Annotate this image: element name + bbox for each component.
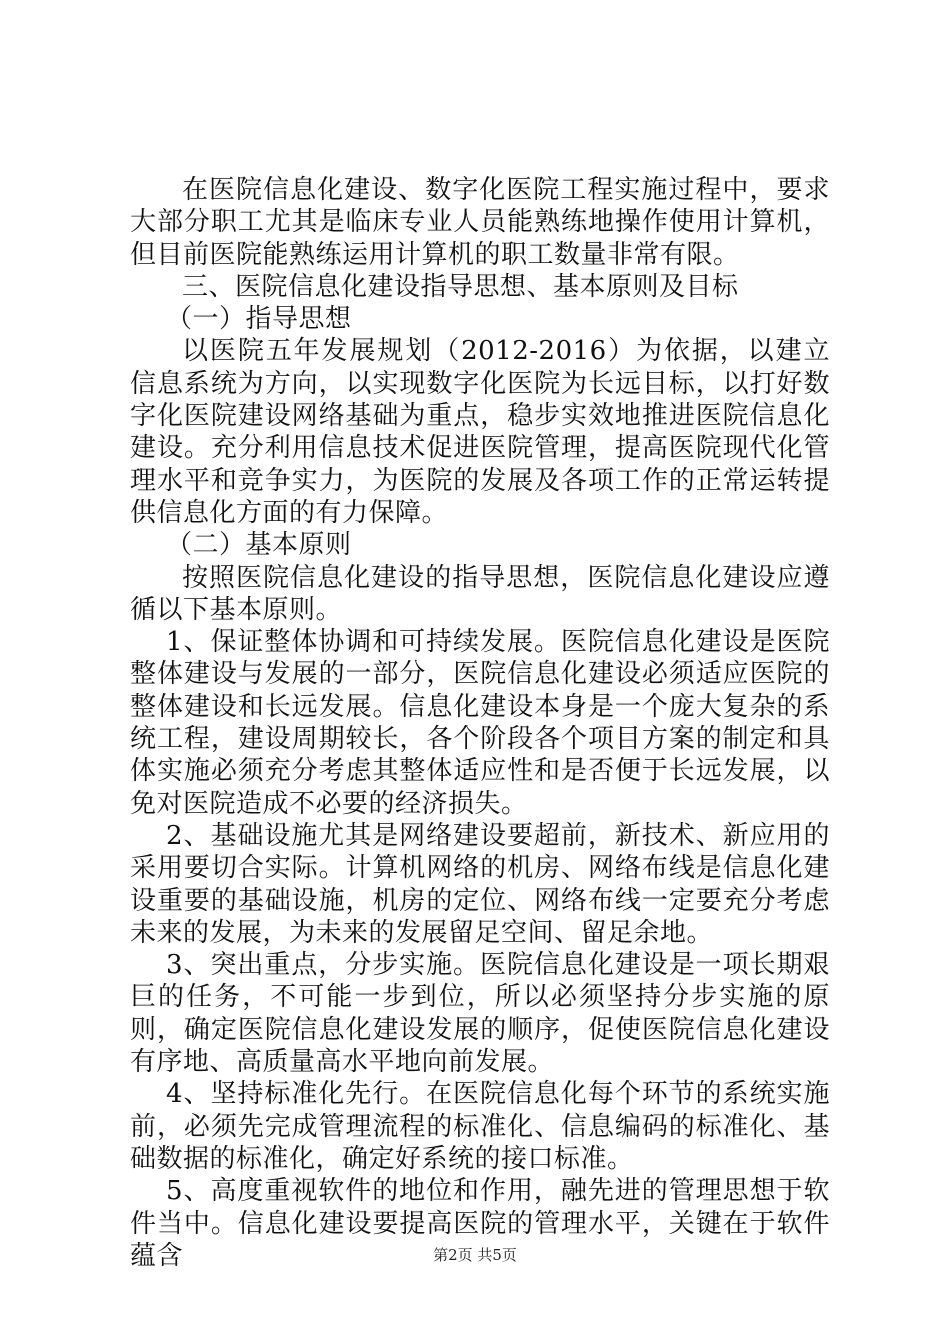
section-heading-guiding-ideology: 三、医院信息化建设指导思想、基本原则及目标	[182, 271, 739, 302]
paragraph-principle-1: 1、保证整体协调和可持续发展。医院信息化建设是医院整体建设与发展的一部分，医院信息化建设必须适应医院的整体建设和长远发展。信息化建设本身是一个庞大复杂的系统工程，建设周期较长，各个阶段各个项目方案的制定和具体实施必须充分考虑其整体适应性和是否便于长远发展，以免对医院造成不必要的经济损失。	[130, 627, 830, 819]
document-body	[130, 174, 830, 1272]
subheading-guiding-thought: （一）指导思想	[166, 304, 352, 335]
paragraph-staff-computer-skills: 在医院信息化建设、数字化医院工程实施过程中，要求大部分职工尤其是临床专业人员能熟练地操作使用计算机，但目前医院能熟练运用计算机的职工数量非常有限。	[130, 175, 830, 270]
paragraph-principle-3: 3、突出重点，分步实施。医院信息化建设是一项长期艰巨的任务，不可能一步到位，所以必须坚持分步实施的原则，确定医院信息化建设发展的顺序，促使医院信息化建设有序地、高质量高水平地向前发展。	[130, 950, 830, 1078]
paragraph-guiding-thought: 以医院五年发展规划（2012-2016）为依据，以建立信息系统为方向，以实现数字化医院为长远目标，以打好数字化医院建设网络基础为重点，稳步实效地推进医院信息化建设。充分利用信息技术促进医院管理，提高医院现代化管理水平和竞争实力，为医院的发展及各项工作的正常运转提供信息化方面的有力保障。	[130, 336, 830, 528]
paragraph-principles-intro: 按照医院信息化建设的指导思想，医院信息化建设应遵循以下基本原则。	[130, 562, 830, 625]
page-footer: 第2页 共5页	[433, 1246, 517, 1264]
paragraph-principle-2: 2、基础设施尤其是网络建设要超前，新技术、新应用的采用要切合实际。计算机网络的机房、网络布线是信息化建设重要的基础设施，机房的定位、网络布线一定要充分考虑未来的发展，为未来的发展留足空间、留足余地。	[130, 820, 830, 948]
subheading-basic-principles: （二）基本原则	[166, 530, 352, 561]
paragraph-principle-5: 5、高度重视软件的地位和作用，融先进的管理思想于软件当中。信息化建设要提高医院的管理水平，关键在于软件蕴含	[130, 1176, 830, 1271]
paragraph-principle-4: 4、坚持标准化先行。在医院信息化每个环节的系统实施前，必须先完成管理流程的标准化、信息编码的标准化、基础数据的标准化，确定好系统的接口标准。	[130, 1079, 830, 1174]
